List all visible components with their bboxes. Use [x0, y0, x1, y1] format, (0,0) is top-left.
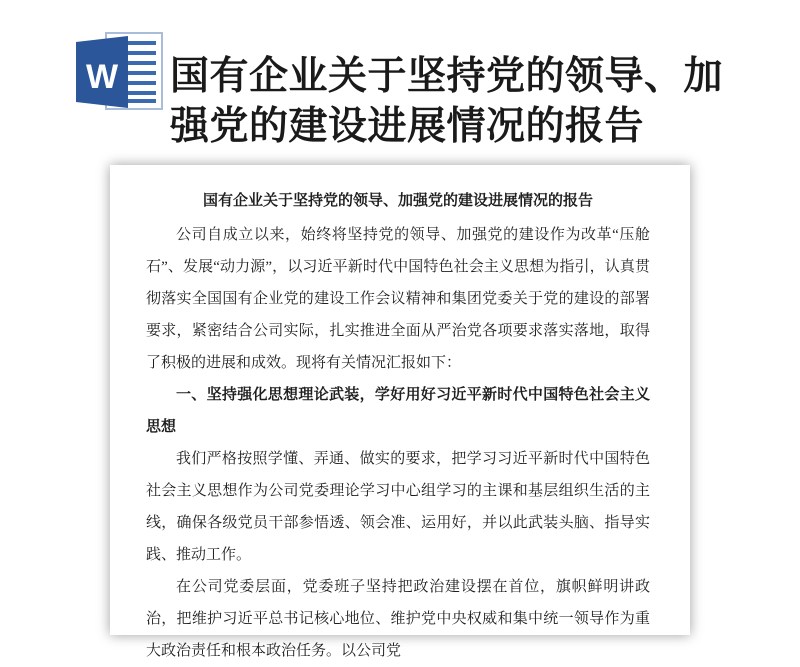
doc-section-heading: 一、坚持强化思想理论武装，学好用好习近平新时代中国特色社会主义思想 [146, 387, 650, 435]
svg-text:W: W [85, 58, 119, 96]
doc-title: 国有企业关于坚持党的领导、加强党的建设进展情况的报告 [202, 193, 593, 209]
document-viewer[interactable] [0, 160, 800, 659]
page-title: 国有企业关于坚持党的领导、加强党的建设进展情况的报告 [170, 54, 724, 150]
doc-paragraph: 我们严格按照学懂、弄通、做实的要求，把学习习近平新时代中国特色社会主义思想作为公司党委理论学习中心组学习的主课和基层组织生活的主线，确保各级党员干部参悟透、领会准、运用好，并以此武装头脑、指导实践、推动工作。 [146, 451, 650, 563]
document-body [146, 219, 650, 667]
page-header [0, 0, 800, 160]
doc-paragraph: 在公司党委层面，党委班子坚持把政治建设摆在首位，旗帜鲜明讲政治，把维护习近平总书记核心地位、维护党中央权威和集中统一领导作为重大政治责任和根本政治任务。以公司党 [146, 579, 650, 659]
doc-paragraph: 公司自成立以来，始终将坚持党的领导、加强党的建设作为改革“压舱石”、发展“动力源”，以习近平新时代中国特色社会主义思想为指引，认真贯彻落实全国国有企业党的建设工作会议精神和集团党委关于党的建设的部署要求，紧密结合公司实际，扎实推进全面从严治党各项要求落实落地，取得了积极的进展和成效。现将有关情况汇报如下： [146, 227, 650, 371]
document-page [110, 165, 690, 659]
word-icon [72, 30, 168, 114]
